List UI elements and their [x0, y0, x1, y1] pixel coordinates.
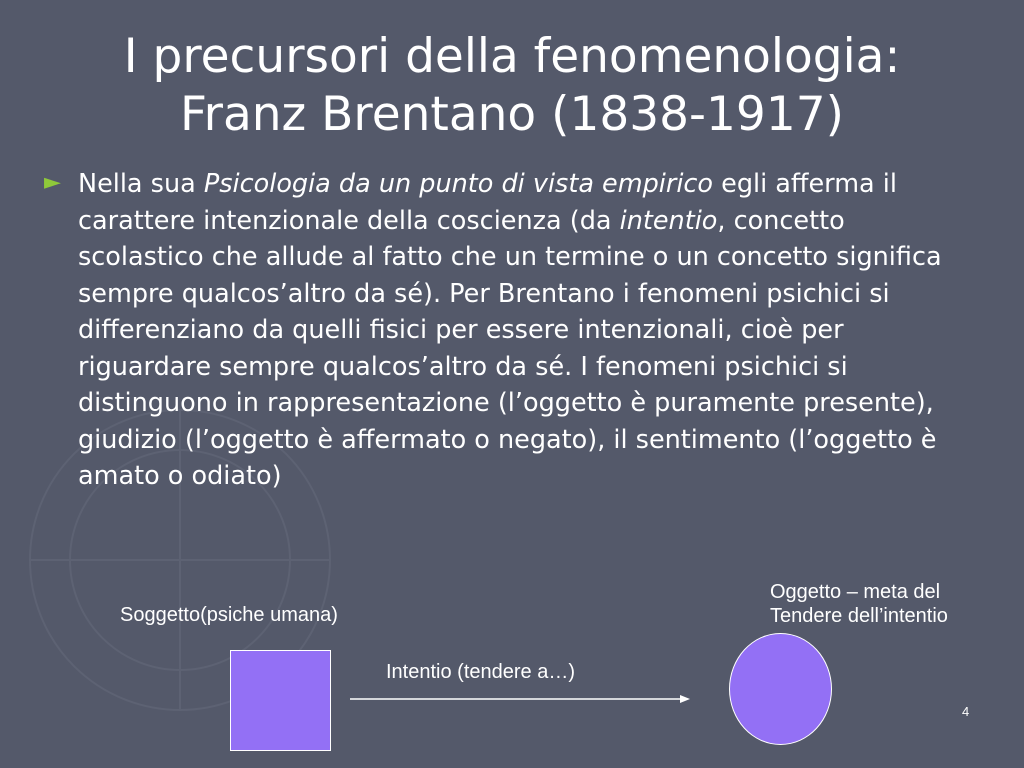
subject-square — [230, 650, 331, 751]
slide-title — [40, 28, 984, 144]
object-circle — [729, 633, 832, 745]
bullet-text — [78, 166, 958, 495]
object-label — [770, 580, 1010, 628]
triangle-bullet-icon: ► — [44, 170, 61, 195]
intentio-arrow — [350, 690, 695, 710]
bullet-text-part-1: Nella sua — [78, 169, 204, 199]
bullet-text-part-2: egli afferma il carattere intenzionale della coscienza (da — [78, 169, 897, 236]
title-line-2: Franz Brentano (1838-1917) — [180, 87, 844, 142]
bullet-text-part-3: , concetto scolastico che allude al fatto che un termine o un concetto significa sempre qualcos’altro da sé). Per Brentano i fenomeni psichici si differenziano da quelli fisici per essere intenzionali, cioè per riguardare sempre qualcos’altro da sé. I fenomeni psichici si distinguono in rappresentazione (l’oggetto è puramente presente), giudizio (l’oggetto è affermato o negato), il sentimento (l’oggetto è amato o odiato) — [78, 205, 942, 491]
title-line-1: I precursori della fenomenologia: — [123, 29, 901, 84]
intentio-italic: intentio — [619, 205, 718, 236]
object-label-line-2: Tendere dell’intentio — [770, 605, 948, 627]
arrow-label: Intentio (tendere a…) — [386, 661, 575, 683]
page-number: 4 — [962, 704, 970, 719]
object-label-line-1: Oggetto – meta del — [770, 581, 941, 603]
subject-label: Soggetto(psiche umana) — [120, 604, 338, 626]
book-title-italic: Psicologia da un punto di vista empirico — [203, 169, 714, 199]
